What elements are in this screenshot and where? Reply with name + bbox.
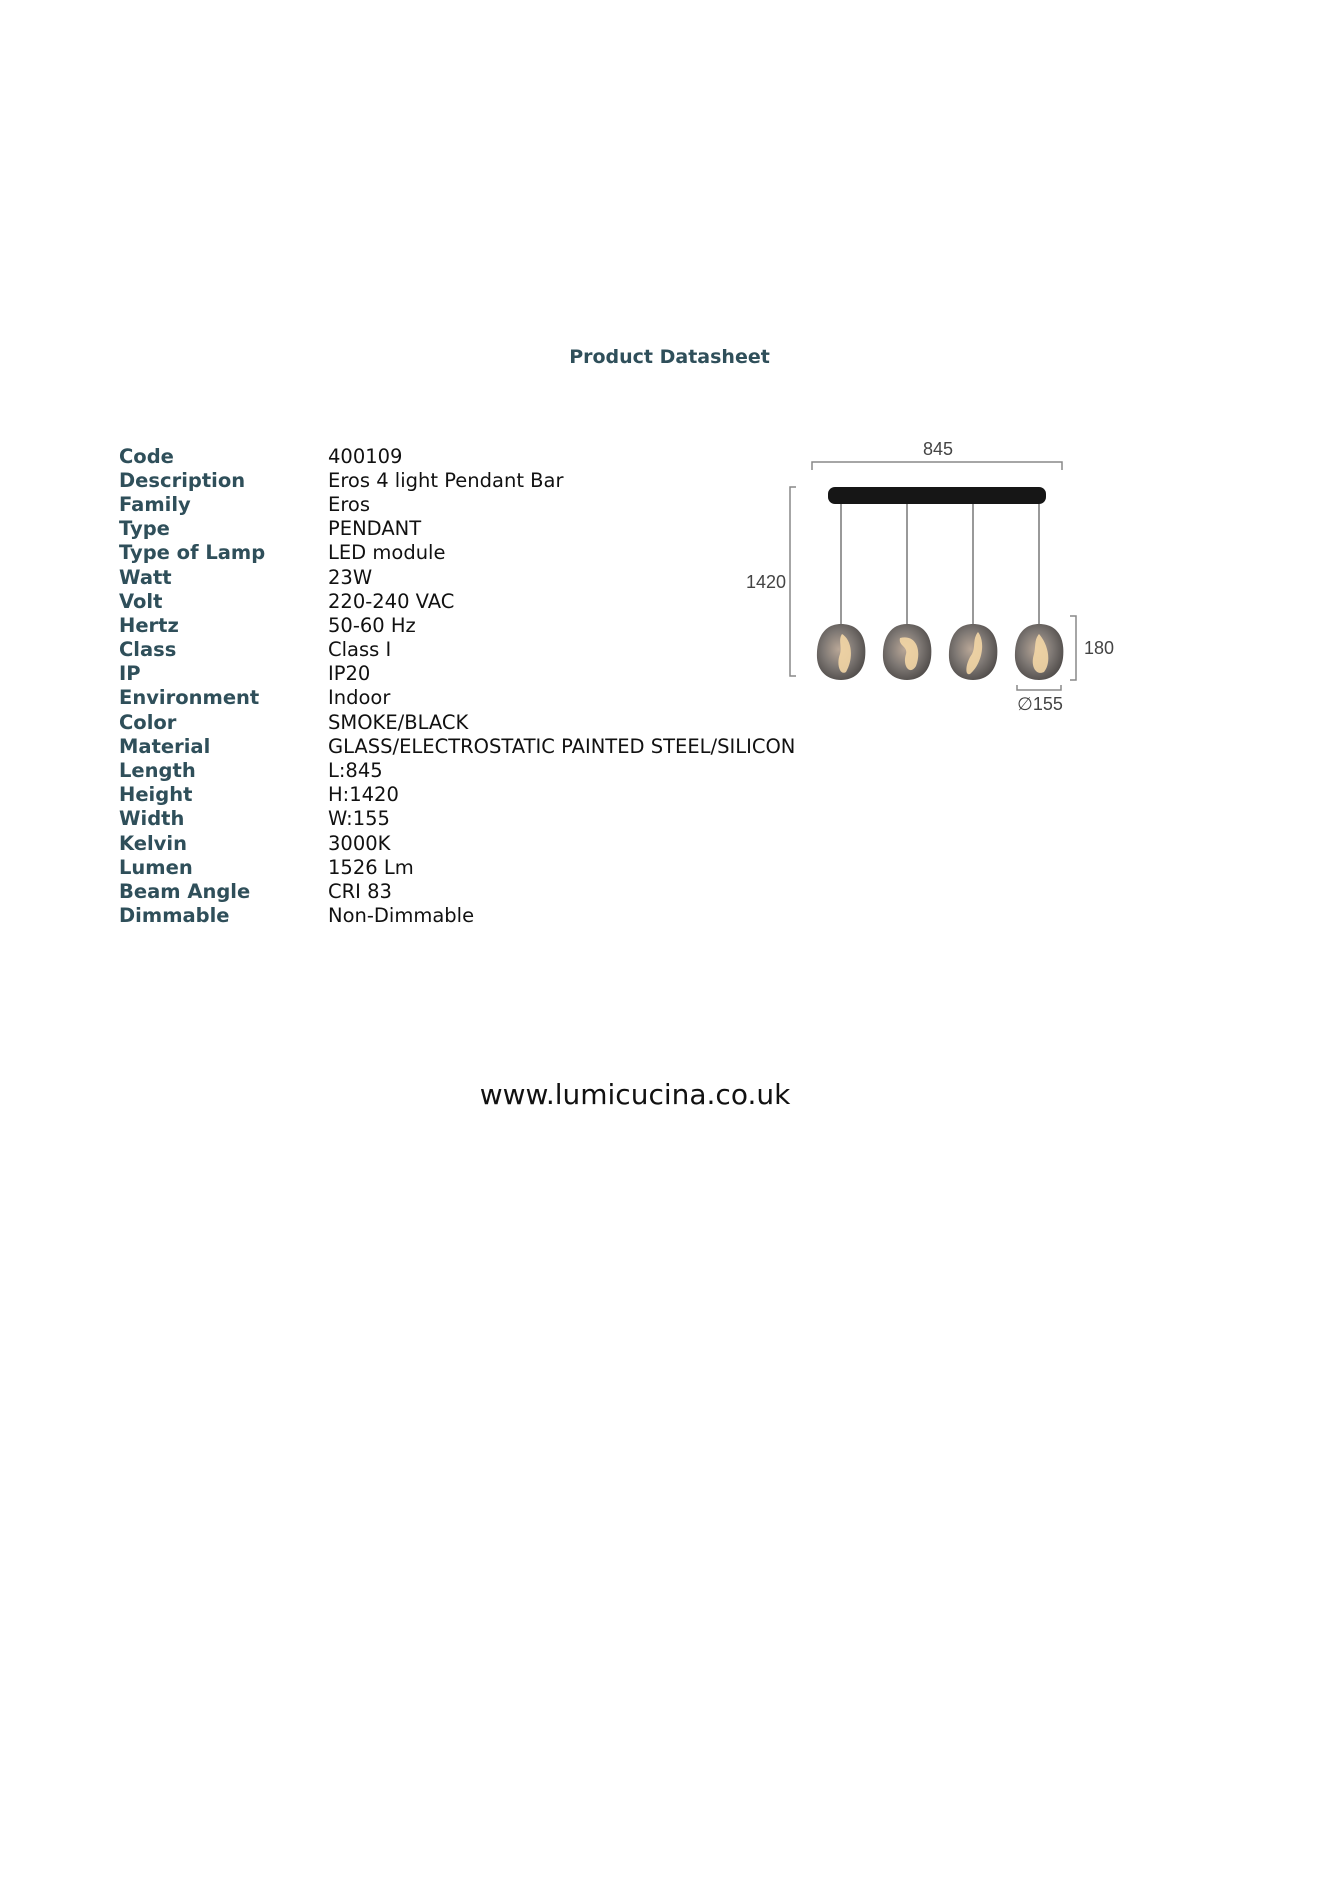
spec-value: LED module bbox=[328, 541, 446, 565]
spec-row bbox=[119, 613, 795, 637]
spec-value: GLASS/ELECTROSTATIC PAINTED STEEL/SILICON bbox=[328, 734, 796, 758]
spec-value: 220-240 VAC bbox=[328, 589, 455, 613]
spec-value: Class I bbox=[328, 638, 392, 662]
glass-shade bbox=[883, 624, 931, 680]
spec-value: Eros bbox=[328, 492, 370, 516]
spec-label: IP bbox=[119, 662, 141, 686]
spec-label: Family bbox=[119, 492, 191, 516]
spec-value: SMOKE/BLACK bbox=[328, 710, 469, 734]
diameter-dimension-label: ∅155 bbox=[1017, 694, 1063, 714]
height-dimension-line bbox=[790, 487, 796, 676]
spec-row bbox=[119, 831, 795, 855]
spec-table bbox=[119, 444, 795, 928]
glass-shade bbox=[949, 624, 997, 680]
canopy-bar bbox=[828, 487, 1046, 504]
product-dimension-diagram bbox=[740, 440, 1140, 730]
spec-row bbox=[119, 904, 795, 928]
spec-row bbox=[119, 807, 795, 831]
spec-value: CRI 83 bbox=[328, 879, 392, 903]
spec-row bbox=[119, 783, 795, 807]
spec-row bbox=[119, 662, 795, 686]
shade-height-dimension-line bbox=[1070, 616, 1076, 680]
spec-value: IP20 bbox=[328, 662, 371, 686]
spec-row bbox=[119, 734, 795, 758]
spec-row bbox=[119, 541, 795, 565]
spec-value: Eros 4 light Pendant Bar bbox=[328, 468, 564, 492]
spec-value: Indoor bbox=[328, 686, 391, 710]
shade-height-dimension-label: 180 bbox=[1084, 638, 1115, 658]
spec-label: Watt bbox=[119, 565, 172, 589]
spec-label: Color bbox=[119, 710, 177, 734]
spec-label: Volt bbox=[119, 589, 163, 613]
spec-value: W:155 bbox=[328, 807, 390, 831]
spec-label: Height bbox=[119, 783, 193, 807]
height-dimension-label: 1420 bbox=[745, 572, 786, 592]
spec-row bbox=[119, 444, 795, 468]
glass-shade bbox=[817, 624, 865, 680]
spec-label: Length bbox=[119, 759, 196, 783]
spec-label: Lumen bbox=[119, 855, 193, 879]
spec-label: Description bbox=[119, 468, 246, 492]
length-dimension-label: 845 bbox=[922, 440, 954, 459]
website-link[interactable]: www.lumicucina.co.uk bbox=[479, 1078, 791, 1111]
glass-shade bbox=[1015, 624, 1063, 680]
spec-row bbox=[119, 468, 795, 492]
spec-value: 50-60 Hz bbox=[328, 613, 416, 637]
spec-label: Code bbox=[119, 444, 174, 468]
page-title: Product Datasheet bbox=[569, 346, 770, 368]
spec-row bbox=[119, 638, 795, 662]
spec-label: Beam Angle bbox=[119, 879, 251, 903]
spec-row bbox=[119, 565, 795, 589]
spec-row bbox=[119, 855, 795, 879]
spec-row bbox=[119, 517, 795, 541]
spec-value: 400109 bbox=[328, 444, 403, 468]
spec-value: L:845 bbox=[328, 759, 383, 783]
length-dimension-line bbox=[812, 462, 1062, 470]
spec-label: Material bbox=[119, 734, 211, 758]
spec-value: 3000K bbox=[328, 831, 391, 855]
spec-label: Width bbox=[119, 807, 185, 831]
spec-label: Dimmable bbox=[119, 904, 230, 928]
spec-label: Environment bbox=[119, 686, 260, 710]
spec-value: 1526 Lm bbox=[328, 855, 414, 879]
spec-label: Hertz bbox=[119, 613, 179, 637]
spec-row bbox=[119, 589, 795, 613]
spec-value: Non-Dimmable bbox=[328, 904, 475, 928]
spec-label: Type bbox=[119, 517, 170, 541]
spec-label: Class bbox=[119, 638, 177, 662]
spec-value: PENDANT bbox=[328, 517, 422, 541]
spec-value: 23W bbox=[328, 565, 373, 589]
diameter-dimension-line bbox=[1017, 685, 1061, 690]
spec-row bbox=[119, 879, 795, 903]
spec-row bbox=[119, 492, 795, 516]
spec-row bbox=[119, 710, 795, 734]
spec-row bbox=[119, 686, 795, 710]
spec-label: Type of Lamp bbox=[119, 541, 266, 565]
spec-row bbox=[119, 758, 795, 782]
spec-label: Kelvin bbox=[119, 831, 187, 855]
spec-value: H:1420 bbox=[328, 783, 399, 807]
